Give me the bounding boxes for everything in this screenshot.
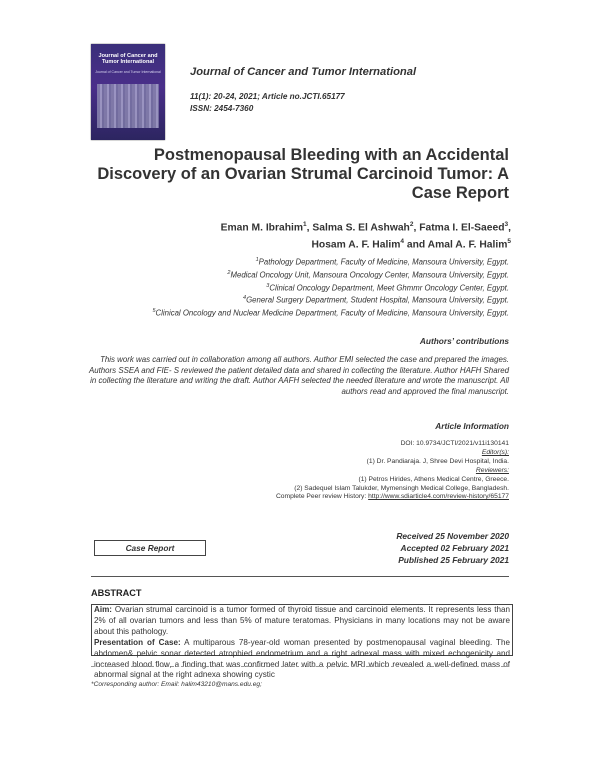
case-text: A multiparous 78-year-old woman presented by postmenopausal vaginal bleeding. The abdomen& pelvic sonar detected atrophied endometrium and a right adnexal mass with mixed echogenicity and increased blood flow, a finding that was confirmed later with a pelvic MRI which revealed a well-defined mass of abnormal signal at the right adnexa showing cystic <box>94 637 510 680</box>
reviewer-entry: (2) Sadequel Islam Talukder, Mymensingh Medical College, Bangladesh. <box>294 484 509 492</box>
affiliations <box>89 255 509 319</box>
affiliation <box>89 255 509 268</box>
aim-label: Aim: <box>94 605 112 614</box>
author-list <box>91 218 511 253</box>
received-date: Received 25 November 2020 <box>396 531 509 541</box>
author-name: Amal A. F. Halim <box>427 239 508 251</box>
issn: ISSN: 2454-7360 <box>190 104 254 113</box>
aim-text: Ovarian strumal carcinoid is a tumor formed of thyroid tissue and carcinoid elements. It represents less than 2% of all ovarian tumors and less than 5% of mature teratomas. Physicians in many locations may not be aware about this pathology. <box>94 605 510 636</box>
case-label: Presentation of Case: <box>94 637 181 647</box>
doi: DOI: 10.9734/JCTI/2021/v11i130141 <box>400 440 509 447</box>
abstract-case <box>94 638 510 682</box>
affiliation-sup: 2 <box>227 269 231 276</box>
affiliation <box>89 281 509 294</box>
paper-title <box>89 146 509 203</box>
author-sup: 3 <box>504 221 509 228</box>
abstract-box <box>91 604 513 680</box>
reviewers-label: Reviewers: <box>475 466 509 474</box>
author-name: Fatma I. El-Saeed <box>419 222 505 234</box>
affiliation-sup: 5 <box>152 308 156 315</box>
author-name: Hosam A. F. Halim <box>311 239 401 251</box>
journal-name: Journal of Cancer and Tumor International <box>190 66 417 78</box>
review-history-label: Complete Peer review History: <box>275 493 369 501</box>
title-line: Case Report <box>411 184 509 202</box>
issue-info: 11(1): 20-24, 2021; Article no.JCTI.65177 <box>190 92 345 101</box>
author-separator: and <box>403 239 428 251</box>
author-separator: , <box>306 222 313 234</box>
affiliation-sup: 4 <box>243 295 247 302</box>
journal-cover-image <box>91 44 165 140</box>
section-divider <box>91 576 509 577</box>
editor-entry: (1) Dr. Pandiaraja. J, Shree Devi Hospital, India. <box>366 457 509 465</box>
affiliation-sup: 1 <box>255 257 259 263</box>
article-info-heading: Article Information <box>435 421 509 431</box>
cover-title: Journal of Cancer and Tumor International <box>98 53 158 66</box>
review-history-link[interactable]: http://www.sdiarticle4.com/review-history/65177 <box>368 493 509 501</box>
affiliation-sup: 3 <box>266 282 270 289</box>
cover-subtitle: Journal of Cancer and Tumor International <box>95 70 161 74</box>
affiliation-text: Clinical Oncology and Nuclear Medicine Department, Faculty of Medicine, Mansoura University, Egypt. <box>155 308 509 318</box>
author-sup: 2 <box>409 221 414 228</box>
author-name: Salma S. El Ashwah <box>312 222 410 234</box>
cover-graphic <box>97 84 159 128</box>
affiliation-text: Medical Oncology Unit, Mansoura Oncology Center, Mansoura University, Egypt. <box>230 270 509 280</box>
affiliation-text: General Surgery Department, Student Hospital, Mansoura University, Egypt. <box>246 295 509 305</box>
author-sup: 1 <box>303 221 307 228</box>
article-type-badge: Case Report <box>94 540 206 556</box>
abstract-heading: ABSTRACT <box>91 588 142 598</box>
abstract-aim <box>94 605 510 638</box>
contributions-text: This work was carried out in collaboration among all authors. Author EMI selected the case and prepared the images. Authors SSEA and FIE- S reviewed the patient detailed data and shared in collecting the literature. Author HAFH Shared in collecting the literature and writing the draft. Author AAFH selected the needed literature and wrote the manuscript. All authors read and approved the final manuscript. <box>88 355 509 397</box>
contributions-heading: Authors’ contributions <box>419 336 509 346</box>
affiliation-text: Pathology Department, Faculty of Medicine, Mansoura University, Egypt. <box>258 257 509 267</box>
corresponding-author-footnote: *Corresponding author: Email: halim43210@mans.edu.eg; <box>91 681 262 688</box>
review-history <box>89 493 509 502</box>
affiliation <box>89 268 509 281</box>
reviewer-entry: (1) Petros Hirides, Athens Medical Centre, Greece. <box>358 475 509 483</box>
author-name: Eman M. Ibrahim <box>220 222 304 234</box>
publication-dates <box>396 530 509 566</box>
author-sup: 4 <box>400 238 404 246</box>
author-separator: , <box>508 222 511 234</box>
editor-label: Editor(s): <box>481 448 509 456</box>
affiliation-text: Clinical Oncology Department, Meet Ghmmr Oncology Center, Egypt. <box>269 283 509 293</box>
author-sup: 5 <box>507 238 511 246</box>
article-info <box>89 440 509 502</box>
footnote-divider <box>91 666 509 667</box>
affiliation <box>89 306 509 319</box>
title-line: Postmenopausal Bleeding with an Accidental <box>153 146 509 164</box>
accepted-date: Accepted 02 February 2021 <box>400 543 509 553</box>
author-separator: , <box>413 222 420 234</box>
affiliation <box>89 293 509 306</box>
published-date: Published 25 February 2021 <box>398 555 509 565</box>
title-line: Discovery of an Ovarian Strumal Carcinoid Tumor: A <box>97 165 509 183</box>
